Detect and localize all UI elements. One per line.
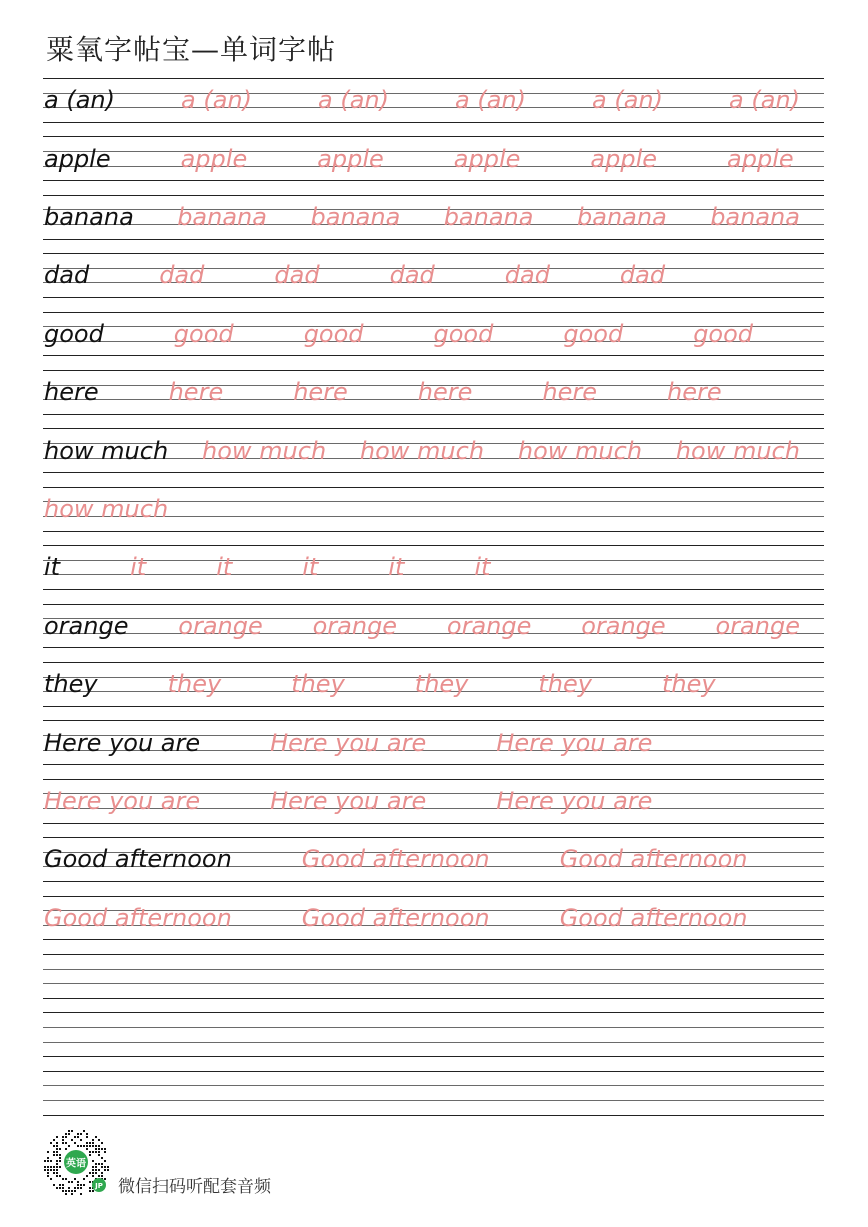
model-word: a (an): [44, 86, 115, 115]
ruling-bottom: [43, 998, 824, 999]
trace-word: orange: [715, 611, 800, 640]
model-word: orange: [44, 611, 129, 640]
ruling-bottom: [43, 531, 824, 532]
ruling-top: [43, 779, 824, 780]
trace-word: banana: [710, 203, 800, 231]
trace-word: a (an): [181, 86, 252, 115]
trace-word: it: [302, 553, 319, 582]
trace-word: how much: [44, 495, 169, 523]
ruling-bottom: [43, 764, 824, 765]
trace-word: how much: [675, 436, 800, 465]
trace-word: a (an): [729, 86, 800, 115]
ruling-base: [43, 1100, 824, 1101]
trace-word: orange: [178, 611, 263, 640]
trace-word: banana: [310, 203, 401, 231]
trace-word: Good afternoon: [301, 903, 490, 932]
trace-word: orange: [446, 611, 532, 640]
ruling-upper: [43, 560, 824, 561]
ruling-bottom: [43, 1056, 824, 1057]
ruling-top: [43, 1071, 824, 1072]
ruling-top: [43, 896, 824, 897]
trace-word: they: [662, 670, 716, 699]
model-word: apple: [44, 144, 111, 173]
trace-word: a (an): [318, 86, 389, 115]
trace-word: here: [417, 378, 473, 407]
ruling-base: [43, 166, 824, 167]
ruling-bottom: [43, 355, 824, 356]
trace-word: dad: [274, 261, 320, 290]
ruling-top: [43, 487, 824, 488]
model-word: Here you are: [44, 728, 201, 757]
ruling-top: [43, 720, 824, 721]
ruling-base: [43, 224, 824, 225]
ruling-upper: [43, 151, 824, 152]
trace-word: banana: [443, 203, 534, 231]
trace-word: banana: [577, 203, 667, 231]
trace-word: it: [474, 553, 491, 582]
ruling-top: [43, 136, 824, 137]
ruling-bottom: [43, 472, 824, 473]
trace-word: Here you are: [270, 787, 427, 815]
ruling-upper: [43, 209, 824, 210]
ruling-bottom: [43, 1115, 824, 1116]
trace-word: Good afternoon: [44, 903, 232, 932]
trace-word: apple: [317, 144, 384, 173]
trace-word: dad: [389, 261, 435, 290]
trace-word: apple: [180, 144, 248, 173]
ruling-top: [43, 545, 824, 546]
page-title: 粟氧字帖宝—单词字帖: [46, 33, 337, 66]
trace-word: dad: [159, 261, 205, 290]
trace-word: dad: [619, 261, 666, 290]
ruling-upper: [43, 93, 824, 94]
ruling-top: [43, 195, 824, 196]
model-word: banana: [44, 203, 134, 231]
trace-word: they: [414, 670, 469, 699]
ruling-bottom: [43, 589, 824, 590]
model-word: dad: [44, 261, 90, 290]
model-word: here: [44, 378, 99, 407]
trace-word: Good afternoon: [559, 845, 748, 874]
trace-word: how much: [359, 436, 485, 465]
footer-caption: 微信扫码听配套音频: [118, 1177, 271, 1197]
trace-word: a (an): [455, 86, 526, 115]
trace-word: Here you are: [496, 728, 653, 757]
trace-word: it: [130, 553, 147, 582]
trace-word: Here you are: [270, 728, 427, 757]
trace-word: Good afternoon: [301, 845, 490, 874]
ruling-bottom: [43, 180, 824, 181]
ruling-base: [43, 107, 824, 108]
model-word: Good afternoon: [44, 845, 232, 874]
qr-code-icon[interactable]: [40, 1126, 112, 1198]
ruling-bottom: [43, 881, 824, 882]
ruling-base: [43, 633, 824, 634]
trace-word: how much: [202, 436, 327, 465]
trace-word: they: [538, 670, 592, 699]
trace-word: Good afternoon: [559, 903, 748, 932]
trace-word: they: [167, 670, 222, 699]
ruling-bottom: [43, 297, 824, 298]
footer: [40, 1126, 360, 1200]
ruling-base: [43, 983, 824, 984]
ruling-bottom: [43, 939, 824, 940]
ruling-bottom: [43, 706, 824, 707]
trace-word: orange: [312, 611, 398, 640]
trace-word: they: [291, 670, 345, 699]
trace-word: it: [216, 553, 233, 582]
ruling-top: [43, 78, 824, 79]
trace-word: banana: [177, 203, 267, 231]
ruling-bottom: [43, 239, 824, 240]
trace-word: it: [388, 553, 405, 582]
ruling-bottom: [43, 122, 824, 123]
ruling-upper: [43, 618, 824, 619]
ruling-top: [43, 837, 824, 838]
trace-word: here: [293, 378, 348, 407]
trace-word: how much: [517, 436, 643, 465]
trace-word: here: [542, 378, 597, 407]
ruling-top: [43, 1012, 824, 1013]
trace-word: orange: [581, 611, 666, 640]
trace-word: dad: [504, 261, 550, 290]
trace-word: apple: [727, 144, 794, 173]
ruling-top: [43, 370, 824, 371]
trace-word: good: [173, 319, 234, 348]
qr-center-label: 英语: [66, 1158, 86, 1170]
ruling-top: [43, 428, 824, 429]
model-word: it: [44, 553, 61, 582]
trace-word: good: [303, 319, 364, 348]
model-word: how much: [44, 436, 169, 465]
ruling-top: [43, 662, 824, 663]
trace-word: here: [168, 378, 224, 407]
ruling-bottom: [43, 823, 824, 824]
trace-word: good: [563, 319, 624, 348]
ruling-base: [43, 574, 824, 575]
ruling-bottom: [43, 647, 824, 648]
ruling-top: [43, 253, 824, 254]
model-word: good: [44, 319, 104, 348]
ruling-base: [43, 1042, 824, 1043]
trace-word: good: [433, 319, 494, 348]
ruling-top: [43, 604, 824, 605]
ruling-top: [43, 954, 824, 955]
trace-word: a (an): [592, 86, 663, 115]
trace-word: here: [667, 378, 722, 407]
ruling-upper: [43, 969, 824, 970]
trace-word: good: [693, 319, 754, 348]
ruling-bottom: [43, 414, 824, 415]
trace-word: apple: [453, 144, 521, 173]
qr-badge-label: JP: [95, 1181, 103, 1190]
trace-word: apple: [590, 144, 657, 173]
trace-word: Here you are: [496, 787, 653, 815]
ruling-upper: [43, 1085, 824, 1086]
ruling-top: [43, 312, 824, 313]
trace-word: Here you are: [44, 787, 201, 815]
ruling-upper: [43, 1027, 824, 1028]
model-word: they: [44, 670, 98, 699]
